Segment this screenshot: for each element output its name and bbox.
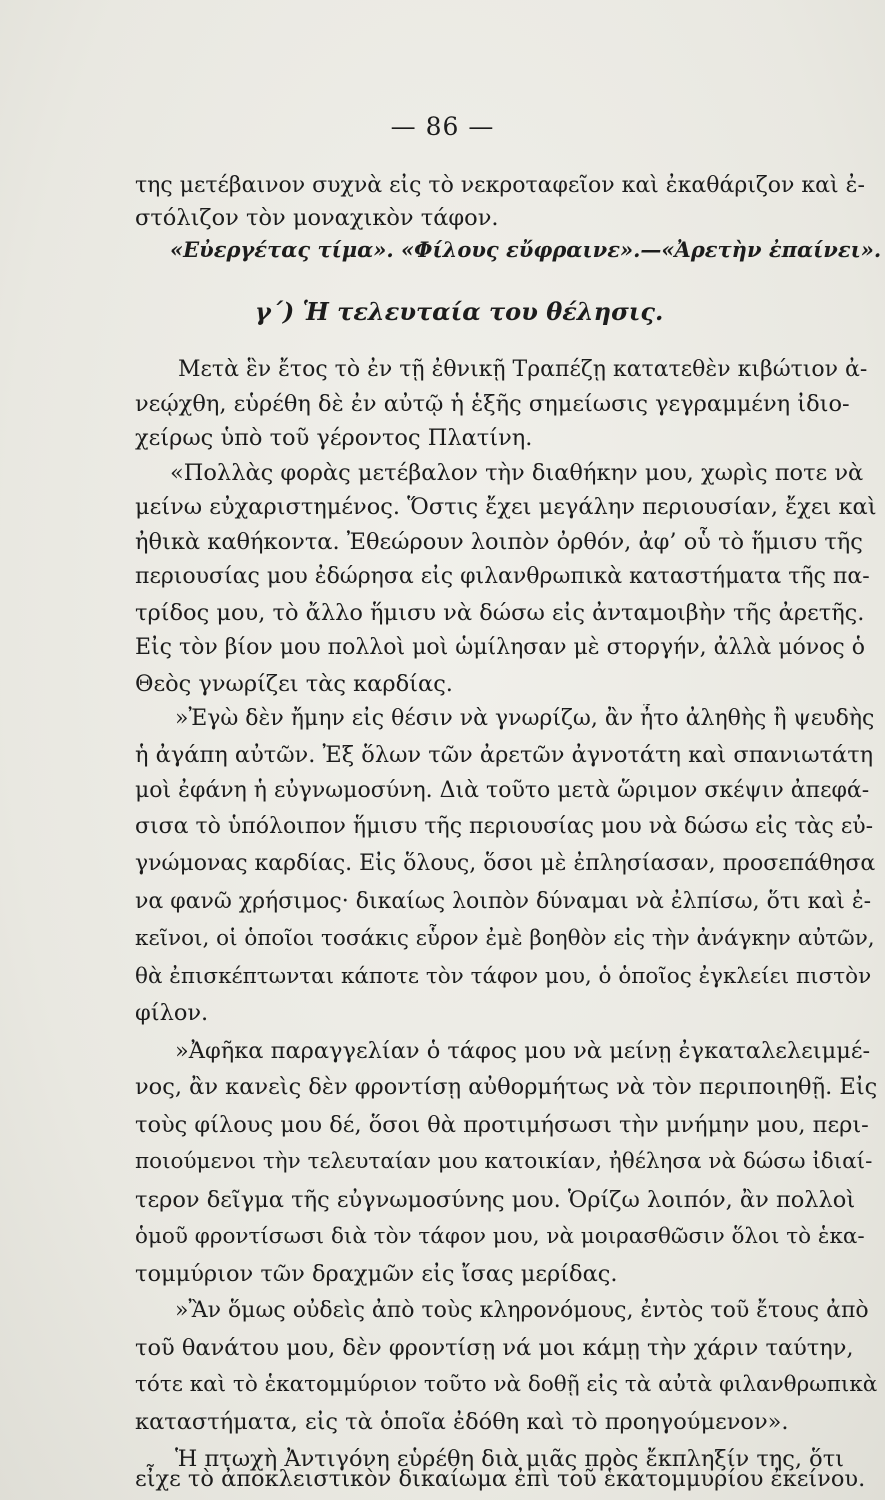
text-line: »Ἀφῆκα παραγγελίαν ὁ τάφος μου νὰ μείνῃ ἐγκαταλελειμμέ- xyxy=(175,1038,871,1064)
text-line: χείρως ὑπὸ τοῦ γέροντος Πλατίνη. xyxy=(135,425,533,451)
text-line: »Ἂν ὅμως οὐδεὶς ἀπὸ τοὺς κληρονόμους, ἐντὸς τοῦ ἔτους ἀπὸ xyxy=(175,1298,869,1323)
text-line: της μετέβαινον συχνὰ εἰς τὸ νεκροταφεῖον καὶ ἐκαθάριζον καὶ ἐ- xyxy=(135,173,865,198)
text-line: ὁμοῦ φροντίσωσι διὰ τὸν τάφον μου, νὰ μοιρασθῶσιν ὅλοι τὸ ἑκα- xyxy=(135,1224,865,1249)
text-line: Θεὸς γνωρίζει τὰς καρδίας. xyxy=(135,671,453,697)
text-line: νεῴχθη, εὑρέθη δὲ ἐν αὐτῷ ἡ ἑξῆς σημείωσις γεγραμμένη ἰδιο- xyxy=(135,391,850,417)
text-line: τοῦ θανάτου μου, δὲν φροντίσῃ νά μοι κάμῃ τὴν χάριν ταύτην, xyxy=(135,1335,854,1361)
text-line: τρίδος μου, τὸ ἄλλο ἥμισυ νὰ δώσω εἰς ἀνταμοιβὴν τῆς ἀρετῆς. xyxy=(135,600,865,626)
text-line: καταστήματα, εἰς τὰ ὁποῖα ἐδόθη καὶ τὸ προηγούμενον». xyxy=(135,1409,789,1435)
text-line: στόλιζον τὸν μοναχικὸν τάφον. xyxy=(135,205,499,231)
text-line: νος, ἂν κανεὶς δὲν φροντίσῃ αὐθορμήτως νὰ τὸν περιποιηθῇ. Εἰς xyxy=(135,1074,877,1100)
text-line: ἡ ἀγάπη αὐτῶν. Ἐξ ὅλων τῶν ἀρετῶν ἀγνοτάτη καὶ σπανιωτάτη xyxy=(135,742,874,768)
text-line: κεῖνοι, οἱ ὁποῖοι τοσάκις εὗρον ἐμὲ βοηθὸν εἰς τὴν ἀνάγκην αὐτῶν, xyxy=(135,926,875,951)
text-line: σισα τὸ ὑπόλοιπον ἥμισυ τῆς περιουσίας μου νὰ δώσω εἰς τὰς εὐ- xyxy=(135,814,874,839)
text-line: Εἰς τὸν βίον μου πολλοὶ μοὶ ὡμίλησαν μὲ στοργήν, ἀλλὰ μόνος ὁ xyxy=(135,635,865,660)
section-heading: γ΄) Ἡ τελευταία του θέλησις. xyxy=(255,297,664,326)
text-line: μείνω εὐχαριστημένος. Ὅστις ἔχει μεγάλην περιουσίαν, ἔχει καὶ xyxy=(135,494,877,520)
text-line: φίλον. xyxy=(135,1000,209,1026)
text-line: ἠθικὰ καθήκοντα. Ἐθεώρουν λοιπὸν ὀρθόν, ἀφ’ οὗ τὸ ἥμισυ τῆς xyxy=(135,529,863,555)
text-line: τομμύριον τῶν δραχμῶν εἰς ἴσας μερίδας. xyxy=(135,1261,618,1287)
text-line: τερον δεῖγμα τῆς εὐγνωμοσύνης μου. Ὁρίζω λοιπόν, ἂν πολλοὶ xyxy=(135,1187,856,1213)
text-line: εἶχε τὸ ἀποκλειστικὸν δικαίωμα ἐπὶ τοῦ ἑκατομμυρίου ἐκείνου. xyxy=(135,1466,866,1492)
text-line: περιουσίας μου ἐδώρησα εἰς φιλανθρωπικὰ καταστήματα τῆς πα- xyxy=(135,564,870,589)
text-line: ποιούμενοι τὴν τελευταίαν μου κατοικίαν, ἠθέλησα νὰ δώσω ἰδιαί- xyxy=(135,1149,873,1174)
text-line: Μετὰ ἓν ἔτος τὸ ἐν τῇ ἐθνικῇ Τραπέζῃ κατατεθὲν κιβώτιον ἀ- xyxy=(178,357,868,382)
text-line: τότε καὶ τὸ ἑκατομμύριον τοῦτο νὰ δοθῇ εἰς τὰ αὐτὰ φιλανθρωπικὰ xyxy=(135,1372,877,1397)
text-line: τοὺς φίλους μου δέ, ὅσοι θὰ προτιμήσωσι τὴν μνήμην μου, περι- xyxy=(135,1112,869,1138)
proverbs-line: «Εὐεργέτας τίμα». «Φίλους εὔφραινε».—«Ἀρετὴν ἐπαίνει». xyxy=(170,237,882,262)
text-line: γνώμονας καρδίας. Εἰς ὅλους, ὅσοι μὲ ἐπλησίασαν, προσεπάθησα xyxy=(135,851,876,876)
text-line: να φανῶ χρήσιμος· δικαίως λοιπὸν δύναμαι νὰ ἐλπίσω, ὅτι καὶ ἐ- xyxy=(135,889,872,914)
text-line: »Ἐγὼ δὲν ἤμην εἰς θέσιν νὰ γνωρίζω, ἂν ἦτο ἀληθὴς ἢ ψευδὴς xyxy=(175,706,875,731)
text-line: θὰ ἐπισκέπτωνται κάποτε τὸν τάφον μου, ὁ ὁποῖος ἐγκλείει πιστὸν xyxy=(135,964,872,989)
page-number: — 86 — xyxy=(390,112,495,141)
text-line: Ἡ πτωχὴ Ἀντιγόνη εὑρέθη διὰ μιᾶς πρὸς ἔκπληξίν της, ὅτι xyxy=(175,1446,845,1472)
text-line: μοὶ ἐφάνη ἡ εὐγνωμοσύνη. Διὰ τοῦτο μετὰ ὥριμον σκέψιν ἀπεφά- xyxy=(135,778,870,803)
text-line: «Πολλὰς φορὰς μετέβαλον τὴν διαθήκην μου, χωρὶς ποτε νὰ xyxy=(170,460,864,486)
